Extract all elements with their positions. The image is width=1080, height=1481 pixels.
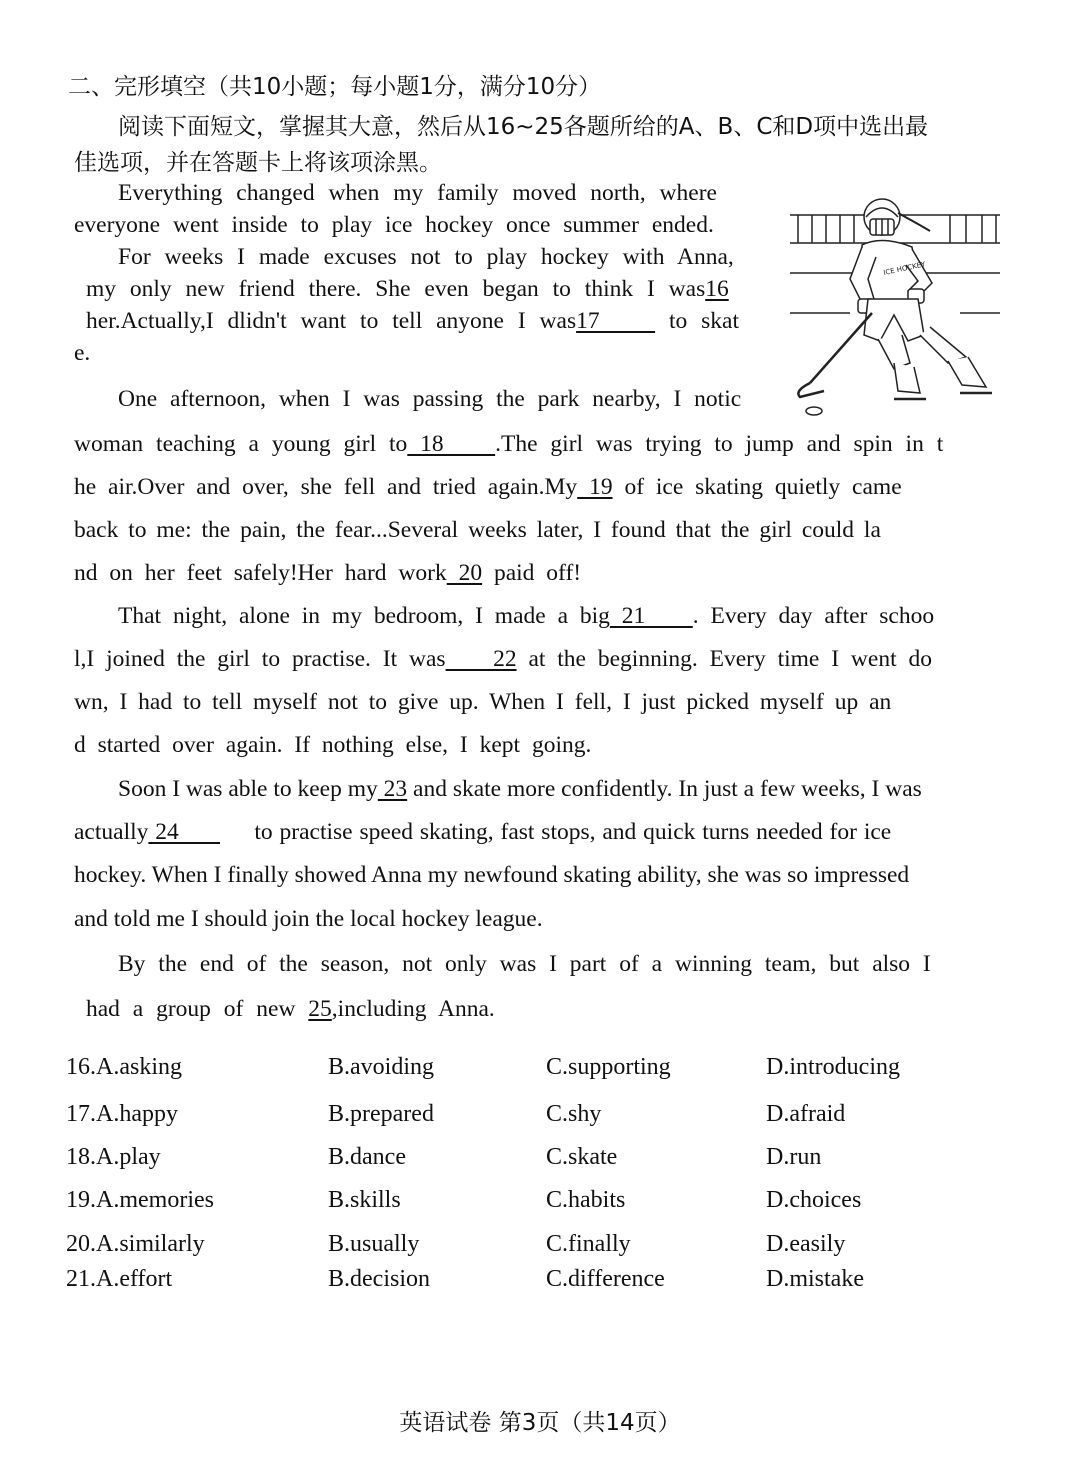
blank-24: 24 (148, 819, 221, 845)
blank-25: 25 (308, 996, 332, 1022)
passage-line (74, 560, 581, 587)
option-a: 20.A.similarly (66, 1231, 205, 1257)
option-a: 18.A.play (66, 1144, 161, 1170)
passage-line (74, 431, 943, 458)
passage-text: . Every day after schoo (692, 603, 935, 629)
passage-line: wn, I had to tell myself not to give up. When I fell, I just picked myself up an (74, 689, 892, 715)
passage-text: to skat (668, 308, 739, 334)
option-d: D.mistake (766, 1266, 864, 1292)
passage-line: d started over again. If nothing else, I kept going. (74, 732, 592, 758)
options-row-21 (66, 1266, 966, 1296)
passage-line: e. (74, 340, 91, 366)
option-b: B.decision (328, 1266, 430, 1292)
passage-text: my only new friend there. She even began to think I was (86, 276, 706, 302)
options-row-19 (66, 1187, 966, 1217)
passage-text: l,I joined the girl to practise. It was (74, 646, 446, 672)
option-c: C.difference (546, 1266, 665, 1292)
passage-text: paid off! (493, 560, 582, 586)
option-a: 16.A.asking (66, 1054, 182, 1080)
passage-line (86, 308, 739, 335)
option-b: B.skills (328, 1187, 401, 1213)
option-b: B.avoiding (328, 1054, 434, 1080)
option-c: C.shy (546, 1101, 602, 1127)
blank-22: 22 (445, 646, 517, 672)
option-a: 17.A.happy (66, 1101, 178, 1127)
options-row-20 (66, 1231, 966, 1261)
passage-line (74, 474, 902, 501)
option-b: B.dance (328, 1144, 406, 1170)
option-c: C.supporting (546, 1054, 671, 1080)
passage-text: .The girl was trying to jump and spin in t (495, 431, 944, 457)
passage-text: nd on her feet safely!Her hard work (74, 560, 447, 586)
passage-line: One afternoon, when I was passing the park nearby, I notic (118, 386, 742, 412)
option-b: B.prepared (328, 1101, 434, 1127)
options-row-17 (66, 1101, 966, 1131)
passage-line: For weeks I made excuses not to play hockey with Anna, (118, 244, 734, 270)
option-d: D.run (766, 1144, 822, 1170)
passage-text: woman teaching a young girl to (74, 431, 408, 457)
passage-line: everyone went inside to play ice hockey once summer ended. (74, 212, 714, 238)
passage-line: back to me: the pain, the fear...Several weeks later, I found that the girl could la (74, 517, 881, 543)
passage-text: her.Actually,I dlidn't want to tell anyone I was (86, 308, 577, 334)
passage-text: ,including Anna. (331, 996, 495, 1022)
passage-line (118, 603, 934, 630)
passage-text: of ice skating quietly came (624, 474, 902, 500)
options-row-16 (66, 1054, 966, 1084)
blank-23: 23 (377, 776, 408, 802)
blank-17: 17 (576, 308, 656, 334)
passage-text: Soon I was able to keep my (118, 776, 378, 802)
passage-line: and told me I should join the local hockey league. (74, 906, 543, 932)
blank-21: 21 (609, 603, 693, 629)
option-c: C.skate (546, 1144, 618, 1170)
passage-text: he air.Over and over, she fell and tried again.My (74, 474, 578, 500)
option-d: D.introducing (766, 1054, 900, 1080)
passage-text: to practise speed skating, fast stops, and quick turns needed for ice (254, 819, 892, 845)
option-d: D.afraid (766, 1101, 846, 1127)
passage-line: Everything changed when my family moved north, where (118, 180, 717, 206)
passage-line (86, 276, 729, 303)
option-a: 21.A.effort (66, 1266, 173, 1292)
instruction-line-1: 阅读下面短文，掌握其大意，然后从16~25各题所给的A、B、C和D项中选出最 (118, 114, 929, 140)
option-c: C.habits (546, 1187, 626, 1213)
option-c: C.finally (546, 1231, 631, 1257)
blank-19: 19 (577, 474, 613, 500)
blank-18: 18 (407, 431, 496, 457)
passage-text: actually (74, 819, 149, 845)
hockey-player-illustration (790, 195, 1000, 420)
passage-line: By the end of the season, not only was I part of a winning team, but also I (118, 951, 931, 977)
blank-16: 16 (705, 276, 729, 302)
passage-line (74, 646, 932, 673)
passage-line: hockey. When I finally showed Anna my newfound skating ability, she was so impressed (74, 862, 910, 888)
options-row-18 (66, 1144, 966, 1174)
passage-text: at the beginning. Every time I went do (528, 646, 932, 672)
passage-line (74, 819, 891, 846)
passage-text: and skate more confidently. In just a few weeks, I was (413, 776, 922, 802)
passage-text: had a group of new (86, 996, 296, 1022)
page-footer: 英语试卷 第3页（共14页） (399, 1410, 681, 1436)
option-b: B.usually (328, 1231, 420, 1257)
instruction-line-2: 佳选项，并在答题卡上将该项涂黑。 (74, 150, 442, 176)
option-d: D.easily (766, 1231, 846, 1257)
passage-line (86, 996, 495, 1023)
option-d: D.choices (766, 1187, 862, 1213)
passage-text: That night, alone in my bedroom, I made a big (118, 603, 610, 629)
blank-20: 20 (446, 560, 483, 586)
section-title: 二、完形填空（共10小题；每小题1分，满分10分） (68, 74, 602, 100)
option-a: 19.A.memories (66, 1187, 214, 1213)
jersey-text: ICE HOCKEY (882, 260, 927, 277)
passage-line (118, 776, 922, 803)
